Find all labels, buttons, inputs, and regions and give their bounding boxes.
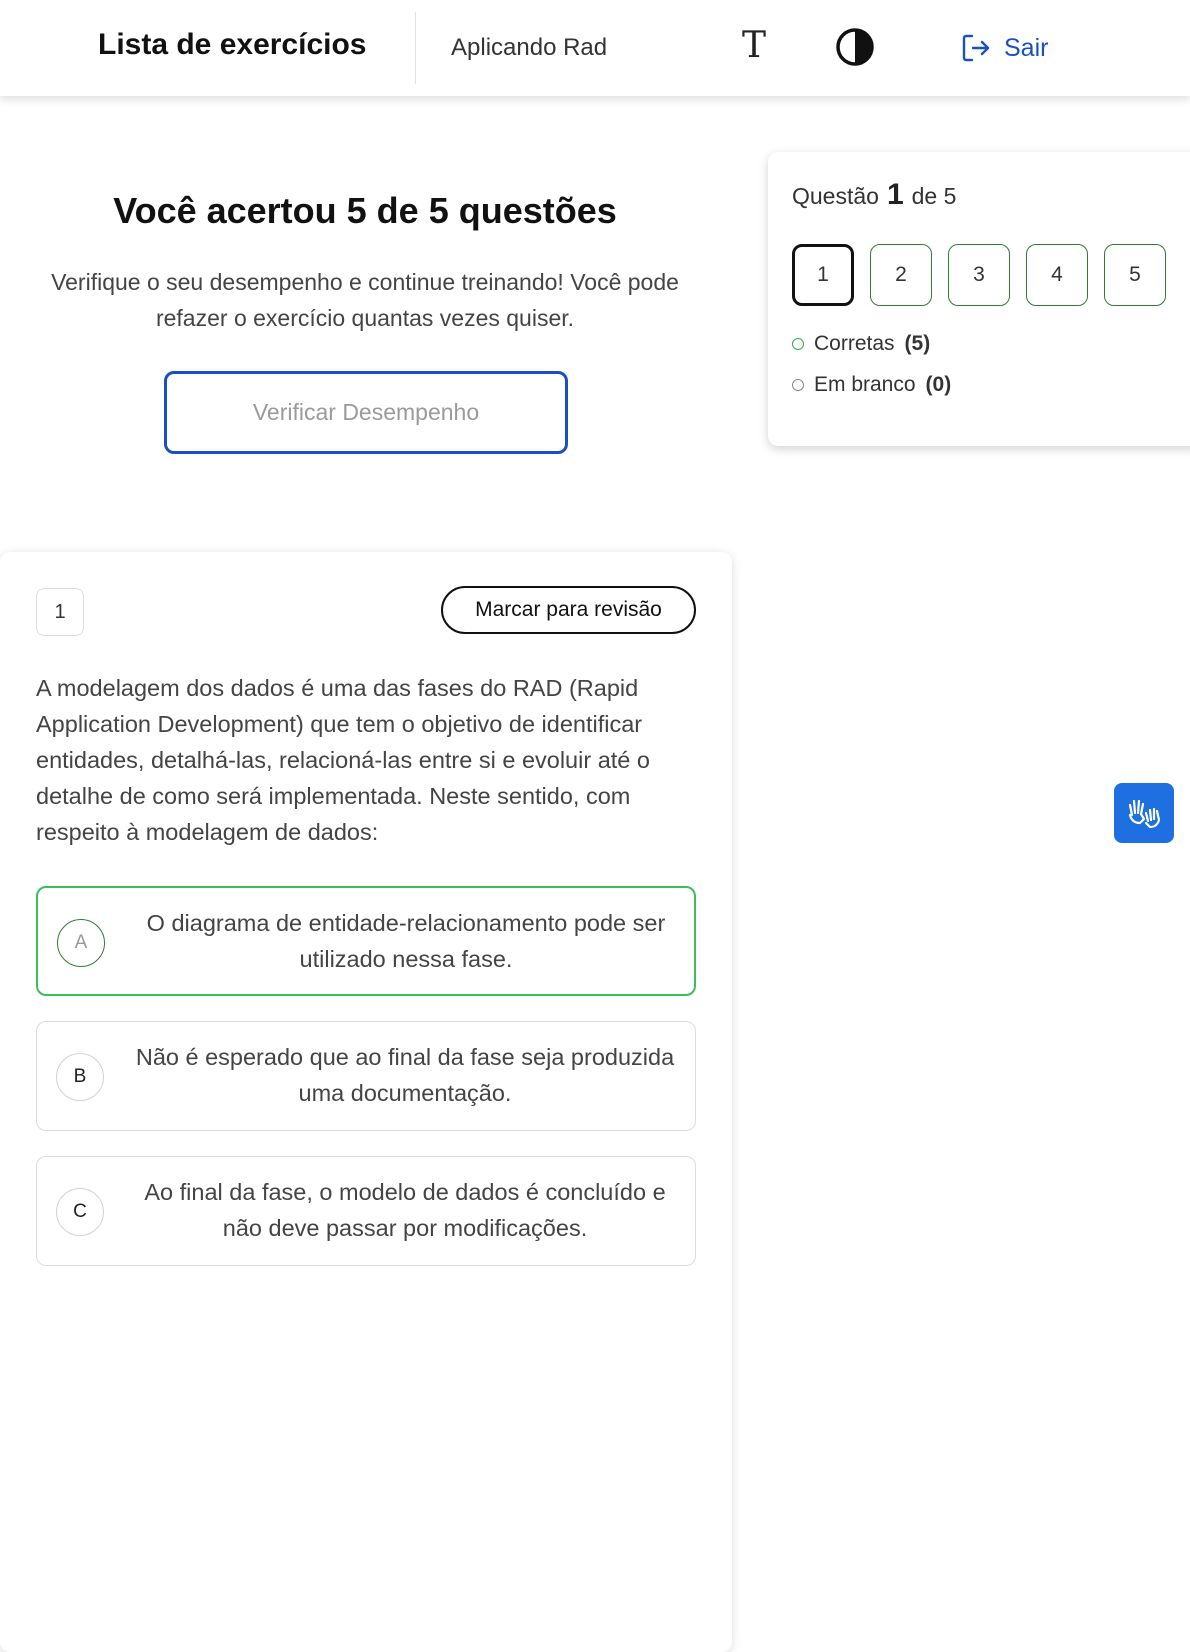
option-a-letter: A — [57, 919, 105, 967]
question-button-2[interactable]: 2 — [870, 244, 932, 306]
font-size-button[interactable] — [734, 24, 774, 68]
result-subtitle: Verifique o seu desempenho e continue treinando! Você pode refazer o exercício quantas vezes quiser. — [51, 269, 679, 331]
app-title: Lista de exercícios — [98, 28, 367, 61]
option-b[interactable] — [36, 1021, 696, 1131]
top-bar — [0, 0, 1190, 96]
logout-icon — [960, 32, 992, 64]
mark-for-review-button[interactable]: Marcar para revisão — [441, 586, 696, 634]
header-divider — [415, 12, 416, 84]
option-c[interactable] — [36, 1156, 696, 1266]
legend-blank — [792, 373, 951, 397]
logout-label: Sair — [1004, 33, 1049, 62]
legend-correct — [792, 332, 930, 356]
sign-language-button[interactable] — [1114, 783, 1174, 843]
legend-blank-count: (0) — [925, 373, 952, 396]
navigator-heading — [792, 178, 956, 212]
navigator-suffix: de 5 — [911, 183, 957, 209]
question-card — [0, 552, 732, 1652]
option-a[interactable] — [36, 886, 696, 996]
logout-button[interactable] — [960, 28, 1048, 68]
option-c-text: Ao final da fase, o modelo de dados é concluído e não deve passar por modificações. — [144, 1179, 666, 1241]
contrast-button[interactable] — [834, 26, 876, 68]
legend-correct-label: Corretas — [814, 332, 895, 355]
question-button-5[interactable]: 5 — [1104, 244, 1166, 306]
result-title: Você acertou 5 de 5 questões — [113, 190, 617, 231]
question-button-4[interactable]: 4 — [1026, 244, 1088, 306]
blank-dot-icon — [792, 379, 804, 391]
legend-blank-label: Em branco — [814, 373, 916, 396]
legend-correct-count: (5) — [904, 332, 931, 355]
navigator-current: 1 — [886, 178, 904, 211]
correct-dot-icon — [792, 338, 804, 350]
course-name: Aplicando Rad — [451, 34, 608, 61]
question-number-badge: 1 — [36, 588, 84, 636]
contrast-icon — [834, 26, 876, 68]
question-text: A modelagem dos dados é uma das fases do RAD (Rapid Application Development) que tem o objetivo de identificar entidades, detalhá-las, relacioná-las entre si e evoluir até o detalhe de como será implementada. Neste sentido, com respeito à modelagem de dados: — [36, 675, 650, 845]
option-b-letter: B — [56, 1053, 104, 1101]
question-navigator — [768, 152, 1190, 446]
question-button-3[interactable]: 3 — [948, 244, 1010, 306]
verify-performance-button[interactable]: Verificar Desempenho — [164, 371, 568, 454]
font-size-icon: T — [741, 25, 766, 66]
navigator-prefix: Questão — [792, 183, 879, 209]
option-a-text: O diagrama de entidade-relacionamento pode ser utilizado nessa fase. — [146, 910, 666, 972]
question-button-1[interactable]: 1 — [792, 244, 854, 306]
option-c-letter: C — [56, 1188, 104, 1236]
sign-language-hands-icon — [1124, 793, 1164, 833]
option-b-text: Não é esperado que ao final da fase seja produzida uma documentação. — [135, 1044, 675, 1106]
